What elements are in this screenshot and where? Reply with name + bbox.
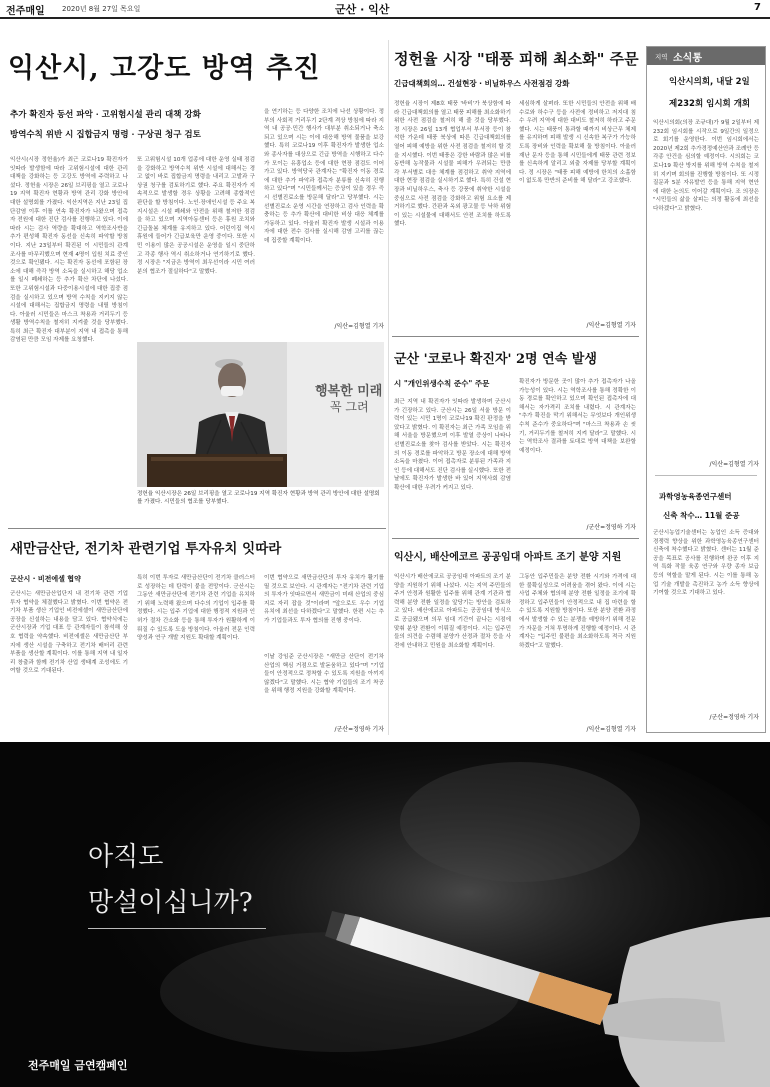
section-name: 군산 · 익산 — [335, 3, 390, 16]
ad-headline-line1: 아직도 — [88, 842, 164, 872]
sidebar-item1-title-1: 익산시의회, 내달 2일 — [669, 77, 750, 87]
story3-body-col1: 최근 지역 내 확진자가 잇따라 발생하며 군산시가 긴장하고 있다. 군산시는 26일 서울 방문 이력이 있는 시민 1명이 코로나19 확진 판정을 받았다고 밝혔다. 이 확진자는 최근 가족 모임을 위해 서울을 방문했으며 이후 발열 증상이 나타나 선별진료소를 찾아 검사를 받았다. 시는 확진자의 이동 경로를 파악하고 방문 장소에 대해 방역 소독을 마쳤다. 이어 접촉자로 분류된 가족과 지인 등에 대해서도 진단 검사를 실시했다. 또한 전날에도 확진자가 발생한 바 있어 지역사회 감염 확산에 대한 우려가 커지고 있다. — [394, 399, 511, 491]
story5-body-col1: 군산시는 새만금산업단지 내 전기차 관련 기업 투자 협약을 체결했다고 밝혔다. 이번 협약은 전기차 부품 생산 기업인 비전에셀이 새만금산단에 공장을 신설하는 내용을 담고 있다. 협약식에는 군산시장과 기업 대표 등 관계자들이 참석해 상호 협력을 약속했다. 비전에셀은 새만금산단 부지에 생산 시설을 구축하고 전기차 배터리 관련 부품을 생산할 계획이다. 이를 통해 지역 내 일자리 창출과 함께 전기차 산업 생태계 조성에도 기여할 것으로 기대된다. — [10, 591, 128, 675]
story1-byline: /익산=김형열 기자 — [334, 323, 384, 330]
page-header — [0, 0, 770, 19]
story4-headline: 익산시, 배산에코르 공공임대 아파트 조기 분양 지원 — [394, 552, 622, 563]
story4-byline: /익산=김형열 기자 — [586, 726, 636, 733]
story4-body-col2: 그동안 입주민들은 분양 전환 시기와 가격에 대한 불확실성으로 어려움을 겪어 왔다. 이에 시는 사업 주체와 협의해 분양 전환 일정을 조기에 확정하고 입주민들이 안정적으로 내 집 마련을 할 수 있도록 지원할 방침이다. 또한 분양 전환 과정에서 발생할 수 있는 분쟁을 예방하기 위해 전문가 자문을 거쳐 투명하게 진행할 예정이다. 시 관계자는 "입주민 불편을 최소화하도록 적극 지원하겠다"고 말했다. — [519, 574, 636, 649]
anti-smoking-ad — [0, 742, 770, 1087]
story5-body-col3b: 이날 강임준 군산시장은 "새만금 산단이 전기차 산업의 핵심 거점으로 발돋움하고 있다"며 "기업들이 안정적으로 정착할 수 있도록 지원을 아끼지 않겠다"고 말했다. 시는 협약 기업들의 조기 착공을 위해 행정 지원을 강화할 계획이다. — [264, 654, 384, 695]
story3-headline: 군산 '코로나 확진자' 2명 연속 발생 — [394, 352, 597, 367]
issue-date: 2020년 8월 27일 목요일 — [62, 5, 141, 13]
story2-body-col2: 세심하게 살펴라. 또한 시민들의 안전을 위해 배수로와 하수구 등을 사전에 정비하고 저지대 침수 우려 지역에 대한 대비도 철저히 하라고 주문했다. 시는 태풍이 통과할 때까지 비상근무 체제를 유지하며 피해 발생 시 신속한 복구가 가능하도록 장비와 인력을 확보해 둘 방침이다. 아울러 재난 문자 등을 통해 시민들에게 태풍 관련 정보를 신속하게 알리고 외출 자제를 당부할 계획이다. 정 시장은 "태풍 피해 예방에 한치의 소홀함이 없도록 만반의 준비를 해 달라"고 강조했다. — [519, 101, 636, 185]
story5-body-col3: 이번 협약으로 새만금산단의 투자 유치가 활기를 띨 것으로 보인다. 시 관계자는 "전기차 관련 기업의 투자가 잇따르면서 새만금이 미래 산업의 중심지로 자리 잡을 것"이라며 "앞으로도 우수 기업 유치에 최선을 다하겠다"고 말했다. 한편 시는 추가 기업들과도 투자 협의를 진행 중이다. — [264, 575, 384, 624]
sidebar-header-title: 소식통 — [673, 53, 702, 64]
sidebar-header — [647, 47, 765, 65]
ad-underline — [88, 928, 266, 929]
newspaper-name: 전주매일 — [6, 6, 45, 17]
story4-divider — [392, 538, 639, 539]
story1-body-col3: 을 연기하는 등 다양한 조치에 나선 상황이다. 정부의 사회적 거리두기 2단계 격상 방침에 따라 지역 내 공공·민간 행사가 대부분 취소되거나 축소되고 있으며 시는 이에 대응해 방역 물품을 보강했다. 특히 코로나19 이후 확진자가 발생한 업소와 종사자를 대상으로 긴급 방역을 시행하고 다수가 모이는 유흥업소 등에 대한 현장 점검도 이어가고 있다. 방역당국 관계자는 "확진자 이동 경로에 대한 추가 파악과 접촉자 분류를 신속히 진행하고 있다"며 "시민들께서는 증상이 있을 경우 즉시 선별진료소를 방문해 달라"고 당부했다. 시는 선별진료소 운영 시간을 연장하고 검사 인력을 확충하는 등 추가 확산에 대비한 비상 대응 체계를 가동하고 있다. 아울러 확진자 발생 시설과 이용자에 대한 전수 검사를 실시해 감염 고리를 끊는 데 집중할 계획이다. — [264, 109, 384, 244]
sidebar-item2-title-2: 신축 착수… 11월 준공 — [663, 511, 740, 520]
story5-divider — [8, 528, 386, 529]
story1-body-col2: 또 고위험시설 10개 업종에 대한 운영 실태 점검을 강화하고 방역수칙 위반 시설에 대해서는 경고 없이 바로 집합금지 명령을 내리고 고발과 구상권 청구를 검토하기로 했다. 주요 확진자가 지속적으로 발생할 경우 상황을 고려해 종합적인 판단을 할 방침이다. 노인·장애인시설 등 주요 복지시설은 시설 폐쇄와 안전을 위해 철저한 점검을 하고 있으며 지역아동센터 등은 휴원 조치와 긴급돌봄 체계를 유지하고 있다. 어린이집 역시 휴원에 들어가 긴급보육만 운영 중이다. 또한 시민 이용이 많은 공공시설은 운영을 일시 중단하고 각종 행사 역시 취소하거나 연기하기로 했다. 정 시장은 "지금은 방역이 최우선이라 시민 여러분의 협조가 절실하다"고 말했다. — [137, 157, 255, 275]
sidebar-item1-byline: /익산=김형열 기자 — [709, 461, 759, 468]
ad-campaign-name: 전주매일 금연캠페인 — [28, 1059, 128, 1072]
photo-sign-text-1: 행복한 미래 — [315, 384, 383, 399]
story1-deck-1: 추가 확진자 동선 파악 · 고위험시설 관리 대책 강화 — [10, 110, 201, 120]
story3-deck: 시 "개인위생수칙 준수" 주문 — [394, 379, 490, 388]
page-number: 7 — [754, 2, 761, 13]
story1-photo-caption: 정헌율 익산시장은 26일 브리핑을 열고 코로나19 지역 확진자 현황과 방역 관리 방안에 대한 설명회를 가졌다. 시민들의 협조를 당부했다. — [137, 491, 380, 505]
story3-byline: /군산=정영하 기자 — [586, 524, 636, 531]
sidebar-item2-title-1: 과학영농육종연구센터 — [659, 492, 732, 501]
story2-deck: 긴급대책회의… 건설현장 · 비닐하우스 사전점검 강화 — [394, 79, 570, 88]
sidebar-news-box — [646, 46, 766, 733]
story5-body-col2: 특히 이번 투자로 새만금산단이 전기차 클러스터로 성장하는 데 탄력이 붙을 전망이다. 군산시는 그동안 새만금산단에 전기차 관련 기업을 유치하기 위해 노력해 왔으며 다수의 기업이 입주를 확정했다. 시는 입주 기업에 대한 행정적 지원과 인허가 절차 간소화 등을 통해 투자가 원활하게 이뤄질 수 있도록 도울 방침이다. 아울러 전문 인력 양성과 연구 개발 지원도 확대할 계획이다. — [137, 575, 255, 642]
sidebar-item2-body: 군산시농업기술센터는 농업인 소득 증대와 경쟁력 향상을 위한 과학영농육종연구센터 신축에 착수했다고 밝혔다. 센터는 11월 준공을 목표로 공사를 진행하며 완공 이후 지역 특화 작물 육종 연구와 우량 종자 보급 등의 역할을 맡게 된다. 시는 이를 통해 농업 기술 개발을 촉진하고 농가 소득 향상에 기여할 것으로 기대하고 있다. — [653, 530, 759, 597]
story1-photo — [137, 342, 384, 487]
story2-headline: 정헌율 시장 "태풍 피해 최소화" 주문 — [394, 50, 639, 68]
sidebar-divider — [655, 475, 757, 476]
sidebar-item1-title-2: 제232회 임시회 개회 — [669, 99, 751, 109]
story1-headline: 익산시, 고강도 방역 추진 — [8, 53, 321, 84]
ad-headline-line2: 망설이십니까? — [88, 888, 253, 918]
story1-deck-2: 방역수칙 위반 시 집합금지 명령 · 구상권 청구 검토 — [10, 130, 201, 140]
story5-byline: /군산=정영하 기자 — [334, 726, 384, 733]
story5-deck: 군산시 · 비전에셀 협약 — [10, 575, 81, 583]
story2-body-col1: 정헌율 시장이 제8호 태풍 '바비'가 북상함에 따라 긴급대책회의를 열고 태풍 피해를 최소화하기 위한 사전 점검을 철저히 해 줄 것을 당부했다. 정 시장은 26일 13개 협업부서 부서장 등이 참석한 가운데 태풍 북상에 따른 긴급대책회의를 열어 피해 예방을 위한 사전 점검을 철저히 할 것을 지시했다. 이번 태풍은 강한 바람과 많은 비를 동반해 농작물과 시설물 피해가 우려되는 만큼 각 부서별로 대응 체계를 점검하고 취약 지역에 대한 현장 점검을 실시하기로 했다. 특히 건설 현장과 비닐하우스, 축사 등 강풍에 취약한 시설을 중심으로 사전 점검을 강화하고 위험 요소를 제거하기로 했다. 간판과 옥외 광고물 등 낙하 위험이 있는 시설물에 대해서도 안전 조치를 하도록 했다. — [394, 101, 511, 228]
story1-body-col1: 익산시(시장 정헌율)가 최근 코로나19 확진자가 잇따라 발생함에 따라 고위험시설에 대한 관리 대책을 강화하는 등 고강도 방역에 주력하고 나섰다. 정헌율 시장은 26일 브리핑을 열고 코로나19 지역 확진자 현황과 방역 관리 강화 방안에 대한 설명회를 가졌다. 익산지역은 지난 23일 집단감염 이후 이틀 연속 확진자가 나왔으며 접촉자 전원에 대한 진단 검사를 진행하고 있다. 이에 따라 시는 검사 역량을 확대하고 역학조사반을 추가 편성해 확진자 동선을 신속히 파악할 방침이다. 지난 23일부터 확진된 이 시민들의 관계 조사를 마무리했으며 현재 4명이 입원 치료 중인 것으로 확인됐다. 시는 확진자 동선에 포함된 장소에 대해 즉각 방역 소독을 실시하고 해당 업소를 일시 폐쇄하는 등 추가 확산 차단에 나섰다. 또한 고위험시설과 다중이용시설에 대한 집중 점검을 실시하고 있으며 방역 수칙을 지키지 않는 시설에 대해서는 집합금지 명령을 내릴 방침이다. 아울러 시민들은 마스크 착용과 거리두기 등 생활 방역수칙을 철저히 지켜줄 것을 당부했다. 특히 최근 확진자 대부분이 지역 내 접촉을 통해 감염된 만큼 모임 자제를 요청했다. — [10, 157, 128, 344]
story2-byline: /익산=김형열 기자 — [586, 322, 636, 329]
story3-divider — [392, 336, 639, 337]
sidebar-header-prefix: 지역 — [655, 53, 668, 61]
story4-body-col1: 익산시가 배산에코르 공공임대 아파트의 조기 분양을 지원하기 위해 나섰다. 시는 지역 주민들의 주거 안정과 원활한 입주를 위해 관계 기관과 협력해 분양 전환 일정을 앞당기는 방안을 검토하고 있다. 배산에코르 아파트는 공공임대 방식으로 공급됐으며 의무 임대 기간이 끝나는 시점에 맞춰 분양 전환이 이뤄질 예정이다. 시는 입주민들의 의견을 수렴해 분양가 산정과 절차 등을 사전에 안내하고 민원을 최소화할 계획이다. — [394, 574, 511, 649]
photo-sign-text-2: 꼭 그려 — [330, 400, 369, 414]
sidebar-item1-body: 익산시의회(의장 조규대)가 9월 2일부터 제232회 임시회를 시작으로 9일간의 일정으로 회기를 운영한다. 이번 임시회에서는 2020년 제2회 추가경정예산안과 조례안 등 각종 안건을 심의할 예정이다. 시의회는 코로나19 확산 방지를 위해 방역 수칙을 철저히 지키며 회의를 진행할 방침이다. 또 시정 질문과 5분 자유발언 등을 통해 지역 현안에 대한 논의도 이어갈 계획이다. 조 의장은 "시민들의 삶을 살피는 의정 활동에 최선을 다하겠다"고 밝혔다. — [653, 120, 759, 212]
sidebar-item2-byline: /군산=정영하 기자 — [709, 714, 759, 721]
story3-body-col2: 확진자가 방문한 곳이 많아 추가 접촉자가 나올 가능성이 있다. 시는 역학조사를 통해 정확한 이동 경로를 확인하고 있으며 확인된 접촉자에 대해서는 자가격리 조치를 내렸다. 시 관계자는 "추가 확진을 막기 위해서는 무엇보다 개인위생수칙 준수가 중요하다"며 "마스크 착용과 손 씻기, 거리두기를 철저히 지켜 달라"고 말했다. 시는 역학조사 결과를 토대로 방역 대책을 보완할 예정이다. — [519, 379, 636, 454]
story5-headline: 새만금산단, 전기차 관련기업 투자유치 잇따라 — [10, 541, 282, 557]
column-rule — [388, 40, 389, 735]
